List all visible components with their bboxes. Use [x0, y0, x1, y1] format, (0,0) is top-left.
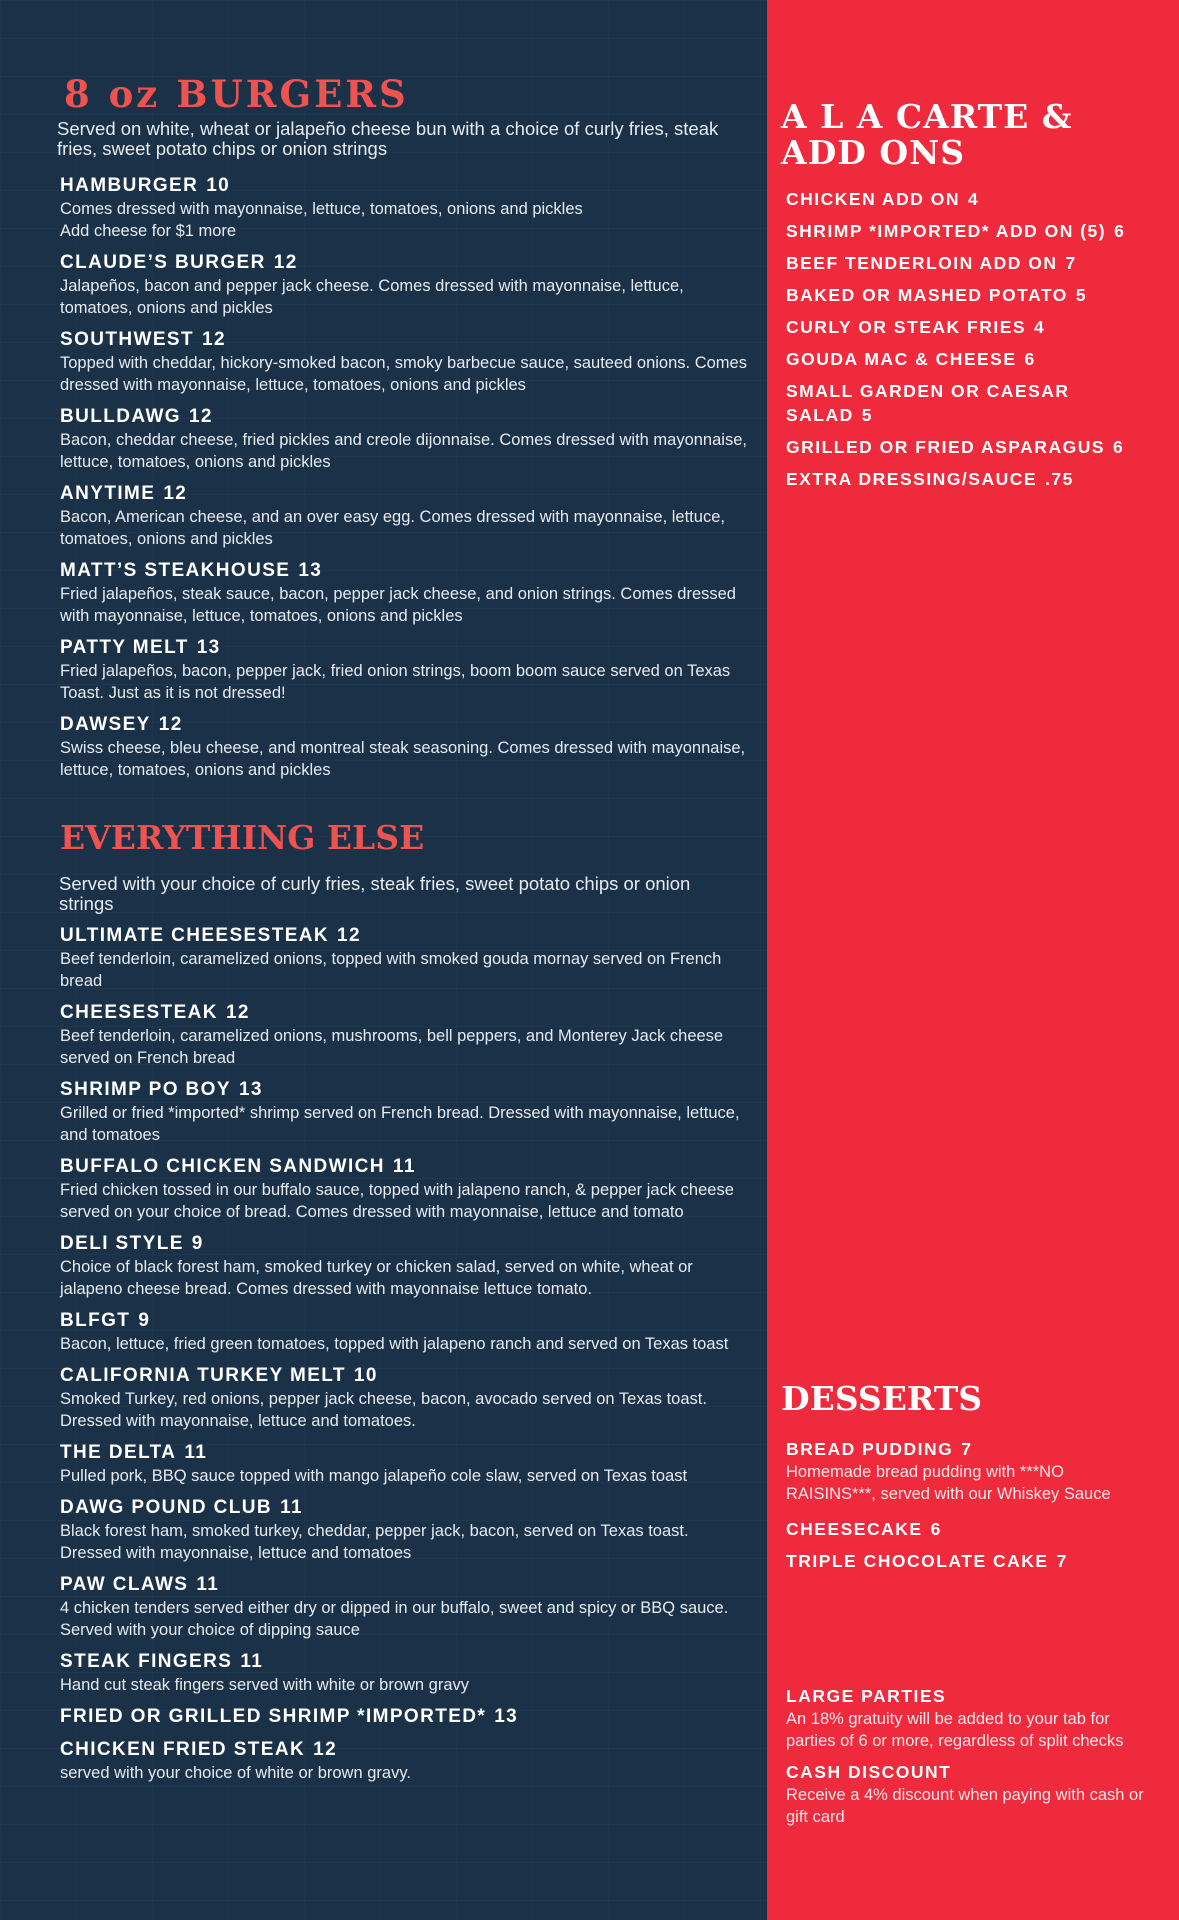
note-large-parties: [786, 1684, 1146, 1752]
menu-item: [60, 636, 750, 704]
item-price: 7: [1065, 253, 1077, 273]
item-name: CALIFORNIA TURKEY MELT: [60, 1365, 346, 1386]
item-description: Beef tenderloin, caramelized onions, mushrooms, bell peppers, and Monterey Jack cheese served on French bread: [60, 1027, 724, 1067]
a-la-carte-heading-line2: ADD ONS: [781, 133, 966, 172]
item-name: CHICKEN FRIED STEAK: [60, 1739, 306, 1760]
item-name: PAW CLAWS: [60, 1574, 189, 1595]
item-price: .75: [1045, 469, 1074, 489]
item-name: THE DELTA: [60, 1442, 177, 1463]
item-description: Pulled pork, BBQ sauce topped with mango jalapeño cole slaw, served on Texas toast: [60, 1467, 688, 1485]
item-name: MATT’S STEAKHOUSE: [60, 560, 291, 581]
item-price: 6: [1114, 221, 1126, 241]
item-price: 7: [961, 1439, 973, 1459]
item-description: Fried jalapeños, steak sauce, bacon, pepper jack cheese, and onion strings. Comes dressed with mayonnaise, lettuce, tomatoes, onions and pickles: [60, 585, 736, 625]
menu-item: [60, 405, 750, 473]
note-text: An 18% gratuity will be added to your tab for parties of 6 or more, regardless of split checks: [786, 1710, 1124, 1750]
item-name: CHEESESTEAK: [60, 1002, 218, 1023]
item-price: 12: [337, 925, 361, 946]
menu-item: [60, 924, 750, 992]
menu-item: [60, 1738, 750, 1784]
item-name: BEEF TENDERLOIN ADD ON: [786, 253, 1058, 273]
item-price: 13: [298, 560, 323, 581]
item-price: 4: [967, 189, 980, 209]
item-price: 13: [196, 637, 221, 658]
note-cash-discount: [786, 1760, 1146, 1828]
item-description: Bacon, lettuce, fried green tomatoes, topped with jalapeno ranch and served on Texas toast: [60, 1335, 729, 1353]
policy-notes: [786, 1684, 1146, 1836]
item-description: Grilled or fried *imported* shrimp served on French bread. Dressed with mayonnaise, lettuce, and tomatoes: [60, 1104, 740, 1144]
desserts-list: [786, 1437, 1146, 1581]
menu-item: [60, 1078, 750, 1146]
menu-item: [60, 713, 750, 781]
burgers-list: [60, 174, 750, 790]
menu-item: [60, 1441, 750, 1487]
menu-item: [60, 482, 750, 550]
item-price: 5: [861, 405, 874, 425]
item-name: STEAK FINGERS: [60, 1651, 233, 1672]
item-name: BUFFALO CHICKEN SANDWICH: [60, 1156, 385, 1177]
item-description: 4 chicken tenders served either dry or dipped in our buffalo, sweet and spicy or BBQ sauce. Served with your choice of dipping sauce: [60, 1599, 729, 1639]
item-description: Homemade bread pudding with ***NO RAISINS***, served with our Whiskey Sauce: [786, 1463, 1111, 1503]
menu-item: [786, 251, 1146, 275]
menu-item: [60, 1573, 750, 1641]
item-price: 12: [273, 252, 298, 273]
item-name: DAWG POUND CLUB: [60, 1497, 273, 1518]
item-name: CLAUDE’S BURGER: [60, 252, 266, 273]
item-note: Add cheese for $1 more: [60, 222, 237, 240]
item-price: 12: [313, 1739, 338, 1760]
note-title: LARGE PARTIES: [786, 1686, 947, 1706]
item-name: SMALL GARDEN OR CAESAR SALAD: [786, 381, 1070, 425]
item-price: 12: [158, 714, 183, 735]
menu-item: [786, 347, 1146, 371]
menu-item: [60, 1155, 750, 1223]
menu-item: [786, 187, 1146, 211]
item-description: Bacon, American cheese, and an over easy egg. Comes dressed with mayonnaise, lettuce, tomatoes, onions and pickles: [60, 508, 725, 548]
item-name: SHRIMP PO BOY: [60, 1079, 231, 1100]
item-price: 10: [353, 1365, 378, 1386]
item-description: Comes dressed with mayonnaise, lettuce, tomatoes, onions and pickles: [60, 200, 583, 218]
burgers-intro: Served on white, wheat or jalapeño cheese bun with a choice of curly fries, steak fries, sweet potato chips or onion strings: [57, 118, 719, 159]
item-description: Fried chicken tossed in our buffalo sauce, topped with jalapeno ranch, & pepper jack cheese served on your choice of bread. Comes dressed with mayonnaise, lettuce and tomato: [60, 1181, 734, 1221]
item-price: 7: [1056, 1551, 1068, 1571]
item-price: 6: [1024, 349, 1036, 369]
item-price: 12: [188, 406, 213, 427]
menu-item: [786, 1549, 1146, 1573]
item-name: ANYTIME: [60, 483, 156, 504]
menu-item: [60, 559, 750, 627]
menu-item: [60, 1001, 750, 1069]
item-name: SHRIMP *IMPORTED* ADD ON (5): [786, 221, 1107, 241]
menu-item: [60, 174, 750, 242]
item-price: 4: [1034, 317, 1046, 337]
item-description: Smoked Turkey, red onions, pepper jack cheese, bacon, avocado served on Texas toast. Dressed with mayonnaise, lettuce and tomatoes.: [60, 1390, 707, 1430]
item-name: CHICKEN ADD ON: [786, 189, 960, 209]
menu-item: [786, 379, 1146, 427]
item-name: TRIPLE CHOCOLATE CAKE: [786, 1551, 1049, 1571]
item-name: BULLDAWG: [60, 406, 181, 427]
everything-else-heading: EVERYTHING ELSE: [60, 818, 425, 857]
item-price: 13: [494, 1706, 519, 1727]
item-price: 11: [196, 1574, 220, 1595]
item-price: 9: [191, 1233, 204, 1254]
item-name: HAMBURGER: [60, 175, 199, 196]
menu-item: [60, 251, 750, 319]
item-description: Black forest ham, smoked turkey, cheddar, pepper jack, bacon, served on Texas toast. Dressed with mayonnaise, lettuce and tomatoes: [60, 1522, 689, 1562]
item-name: DAWSEY: [60, 714, 151, 735]
everything-else-intro: Served with your choice of curly fries, steak fries, sweet potato chips or onion strings: [59, 873, 691, 914]
everything-else-list: [60, 924, 750, 1793]
item-price: 11: [184, 1442, 208, 1463]
item-name: CURLY OR STEAK FRIES: [786, 317, 1027, 337]
item-price: 9: [138, 1310, 151, 1331]
item-description: Beef tenderloin, caramelized onions, topped with smoked gouda mornay served on French bread: [60, 950, 722, 990]
item-description: Jalapeños, bacon and pepper jack cheese. Comes dressed with mayonnaise, lettuce, tomatoes, onions and pickles: [60, 277, 684, 317]
menu-item: [60, 1364, 750, 1432]
item-name: BAKED OR MASHED POTATO: [786, 285, 1068, 305]
item-name: GRILLED OR FRIED ASPARAGUS: [786, 437, 1106, 457]
desserts-heading: DESSERTS: [781, 1379, 983, 1418]
menu-item: [60, 1232, 750, 1300]
item-price: 6: [930, 1519, 942, 1539]
a-la-carte-heading-line1: A L A CARTE &: [781, 97, 1073, 136]
note-title: CASH DISCOUNT: [786, 1762, 952, 1782]
item-price: 13: [238, 1079, 263, 1100]
item-name: BREAD PUDDING: [786, 1439, 954, 1459]
item-price: 12: [225, 1002, 250, 1023]
item-price: 5: [1075, 285, 1088, 305]
menu-item: [60, 1650, 750, 1696]
item-name: PATTY MELT: [60, 637, 189, 658]
menu-item: [60, 1705, 750, 1729]
note-text: Receive a 4% discount when paying with cash or gift card: [786, 1786, 1144, 1826]
item-name: DELI STYLE: [60, 1233, 184, 1254]
item-name: SOUTHWEST: [60, 329, 194, 350]
menu-item: [786, 467, 1146, 491]
item-description: Topped with cheddar, hickory-smoked bacon, smoky barbecue sauce, sauteed onions. Comes dressed with mayonnaise, lettuce, tomatoes, onions and pickles: [60, 354, 747, 394]
item-name: ULTIMATE CHEESESTEAK: [60, 925, 330, 946]
menu-item: [60, 1496, 750, 1564]
item-description: Fried jalapeños, bacon, pepper jack, fried onion strings, boom boom sauce served on Texas Toast. Just as it is not dressed!: [60, 662, 731, 702]
item-price: 6: [1113, 437, 1125, 457]
item-name: CHEESECAKE: [786, 1519, 923, 1539]
item-price: 10: [206, 175, 231, 196]
menu-item: [786, 1437, 1146, 1505]
item-description: Swiss cheese, bleu cheese, and montreal steak seasoning. Comes dressed with mayonnaise, lettuce, tomatoes, onions and pickles: [60, 739, 746, 779]
item-description: Choice of black forest ham, smoked turkey or chicken salad, served on white, wheat or jalapeno cheese bread. Comes dressed with mayonnaise lettuce tomato.: [60, 1258, 693, 1298]
menu-item: [60, 1309, 750, 1355]
item-price: 11: [392, 1156, 416, 1177]
item-name: FRIED OR GRILLED SHRIMP *IMPORTED*: [60, 1706, 487, 1727]
menu-item: [786, 219, 1146, 243]
item-name: BLFGT: [60, 1310, 131, 1331]
item-price: 11: [280, 1497, 303, 1518]
menu-item: [60, 328, 750, 396]
menu-item: [786, 435, 1146, 459]
item-price: 12: [202, 329, 226, 350]
a-la-carte-heading: [781, 99, 1161, 171]
item-price: 11: [240, 1651, 264, 1672]
item-price: 12: [163, 483, 188, 504]
menu-item: [786, 283, 1146, 307]
item-description: served with your choice of white or brown gravy.: [60, 1764, 411, 1782]
burgers-heading: 8 oz BURGERS: [64, 72, 409, 116]
item-description: Hand cut steak fingers served with white or brown gravy: [60, 1676, 470, 1694]
item-name: EXTRA DRESSING/SAUCE: [786, 469, 1038, 489]
item-name: GOUDA MAC & CHEESE: [786, 349, 1017, 369]
menu-item: [786, 1517, 1146, 1541]
item-description: Bacon, cheddar cheese, fried pickles and creole dijonnaise. Comes dressed with mayonnaise, lettuce, tomatoes, onions and pickles: [60, 431, 747, 471]
a-la-carte-list: [786, 187, 1146, 499]
menu-item: [786, 315, 1146, 339]
